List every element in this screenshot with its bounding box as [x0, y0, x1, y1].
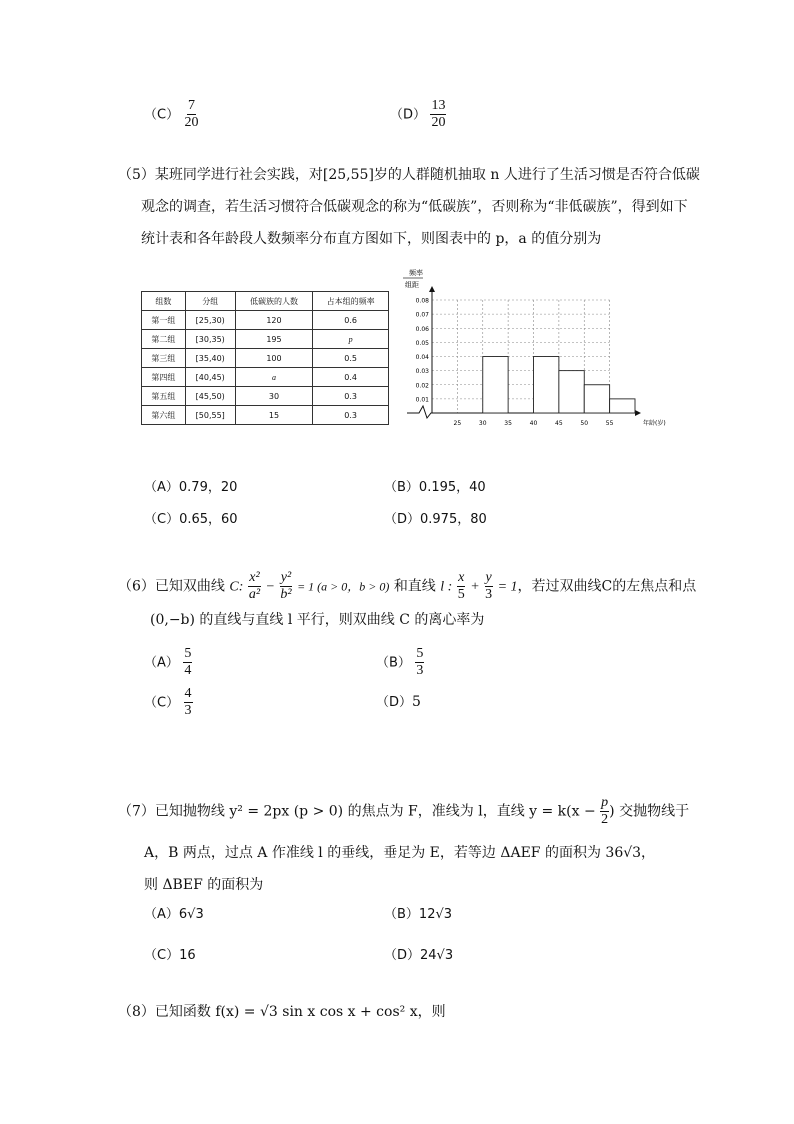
table-cell: [25,30) [185, 311, 235, 330]
numerator: 4 [184, 686, 192, 701]
table-cell: [50,55] [185, 406, 235, 425]
fraction [457, 570, 466, 603]
table-cell: 120 [235, 311, 313, 330]
q6-option-d [376, 692, 421, 713]
x-tick-label: 50 [580, 420, 589, 427]
denominator: 3 [485, 587, 493, 602]
table-cell: 第三组 [142, 349, 186, 368]
numerator: y [485, 570, 492, 585]
x-axis-arrow [635, 410, 641, 416]
denominator: 4 [184, 663, 192, 678]
y-tick-label: 0.02 [415, 382, 429, 390]
fraction [430, 98, 446, 131]
q8-line-1: （8）已知函数 f(x) = √3 sin x cos x + cos² x，则 [118, 1004, 446, 1020]
numerator: y² [280, 570, 292, 585]
q7-line-2: A，B 两点，过点 A 作准线 l 的垂线，垂足为 E，若等边 ΔAEF 的面积为 36√3， [144, 845, 656, 861]
q6-line-1: （6）已知双曲线 C: $\frac{\text{x²}}{\text{a²}}$ − $\frac{\text{y²}}{\text{b²}}$ = 1 (a > 0，b > 0) 和直线 l : $\frac{x}{5}$ + $\frac{y}{3}$ = 1，若过双曲线C的左焦点和点 [118, 570, 697, 602]
numerator: 7 [188, 98, 196, 113]
table-cell: 第一组 [142, 311, 186, 330]
denominator: a² [248, 587, 261, 602]
y-tick-label: 0.06 [415, 325, 429, 333]
table-cell: 0.4 [313, 368, 389, 387]
q6-mid: 和直线 [393, 578, 436, 595]
fraction [415, 646, 424, 679]
table-cell: p [313, 330, 389, 349]
q4-option-d [390, 98, 446, 131]
table-row [142, 406, 389, 425]
q6-suffix: ，若过双曲线C的左焦点和点 [517, 578, 697, 595]
y-tick-label: 0.01 [415, 396, 429, 404]
numerator: x² [249, 570, 260, 585]
table-cell: 第六组 [142, 406, 186, 425]
stats-table [141, 291, 389, 425]
table-header-row [142, 292, 389, 311]
histogram-bar [483, 357, 508, 414]
x-tick-label: 35 [504, 420, 512, 427]
q5-option-d: （D）0.975，80 [384, 512, 487, 527]
numerator: x [458, 570, 465, 585]
table-cell: 15 [235, 406, 313, 425]
q7-prefix: （7）已知抛物线 y² = 2px (p > 0) 的焦点为 F，准线为 l，直线 y = k(x − [118, 803, 596, 820]
option-label: （C） [144, 695, 180, 711]
fraction [183, 646, 192, 679]
q6-option-b [376, 646, 424, 679]
numerator: 5 [416, 646, 424, 661]
table-header-cell: 占本组的频率 [313, 292, 389, 311]
table-cell: 195 [235, 330, 313, 349]
option-label: （A） [144, 655, 179, 671]
table-row [142, 387, 389, 406]
y-axis-label-bottom: 组距 [405, 281, 419, 289]
numerator: p [601, 795, 609, 810]
option-label: （D） [376, 695, 413, 710]
table-header-cell: 组数 [142, 292, 186, 311]
q7-option-c: （C）16 [144, 948, 196, 963]
q5-line-1: （5）某班同学进行社会实践，对[25,55]岁的人群随机抽取 n 人进行了生活习惯是否符合低碳 [118, 167, 700, 183]
denominator: 20 [431, 115, 446, 130]
denominator: 3 [184, 703, 192, 718]
table-cell: [30,35) [185, 330, 235, 349]
q7-option-b: （B）12√3 [384, 907, 453, 922]
table-cell: 第二组 [142, 330, 186, 349]
table-cell: 30 [235, 387, 313, 406]
q6-option-a [144, 646, 192, 679]
fraction [184, 686, 193, 719]
x-tick-label: 30 [478, 420, 487, 427]
y-tick-label: 0.05 [415, 339, 429, 347]
y-tick-label: 0.08 [415, 297, 429, 305]
q5-option-c: （C）0.65，60 [144, 512, 238, 527]
q7-line-3: 则 ΔBEF 的面积为 [144, 877, 264, 893]
table-cell: [40,45) [185, 368, 235, 387]
fraction [484, 570, 493, 603]
table-cell: 0.3 [313, 387, 389, 406]
q6-prefix: （6）已知双曲线 [118, 578, 225, 595]
q7-option-d: （D）24√3 [384, 948, 454, 963]
fraction [600, 795, 609, 828]
histogram-bar [559, 371, 584, 413]
q7-suffix: ) 交抛物线于 [609, 803, 690, 820]
fraction [184, 98, 200, 131]
frequency-histogram [395, 265, 666, 430]
q6-option-c [144, 686, 193, 719]
q7-option-a: （A）6√3 [144, 907, 204, 922]
table-row [142, 349, 389, 368]
y-tick-label: 0.03 [415, 368, 429, 376]
table-cell: [45,50) [185, 387, 235, 406]
table-header-cell: 低碳族的人数 [235, 292, 313, 311]
histogram-bar [610, 399, 635, 413]
denominator: 5 [457, 587, 465, 602]
option-value: 5 [412, 694, 421, 710]
denominator: b² [280, 587, 292, 602]
option-label: （C） [144, 107, 180, 123]
table-row [142, 311, 389, 330]
table-cell: [35,40) [185, 349, 235, 368]
x-tick-label: 40 [529, 420, 538, 427]
denominator: 3 [416, 663, 424, 678]
q5-line-2: 观念的调查，若生活习惯符合低碳观念的称为“低碳族”，否则称为“非低碳族”，得到如下 [141, 199, 688, 215]
q6-line-2: (0,−b) 的直线与直线 l 平行，则双曲线 C 的离心率为 [150, 612, 485, 628]
x-axis-label: 年龄(岁) [643, 420, 666, 427]
table-cell: 第四组 [142, 368, 186, 387]
histogram-bar [534, 357, 559, 414]
q7-line-1 [118, 795, 689, 828]
q5-line-3: 统计表和各年龄段人数频率分布直方图如下，则图表中的 p，a 的值分别为 [141, 231, 602, 247]
table-row [142, 368, 389, 387]
numerator: 5 [184, 646, 192, 661]
table-cell: 0.5 [313, 349, 389, 368]
table-cell: 0.3 [313, 406, 389, 425]
y-tick-label: 0.07 [415, 311, 429, 319]
histogram-bar [584, 385, 609, 413]
option-label: （B） [376, 655, 411, 671]
table-cell: a [235, 368, 313, 387]
numerator: 13 [431, 98, 446, 113]
x-tick-label: 55 [605, 420, 614, 427]
fraction [279, 570, 292, 603]
x-tick-label: 25 [453, 420, 462, 427]
q4-option-c [144, 98, 200, 131]
table-header-cell: 分组 [185, 292, 235, 311]
table-row [142, 330, 389, 349]
denominator: 2 [601, 812, 609, 827]
table-cell: 100 [235, 349, 313, 368]
table-cell: 第五组 [142, 387, 186, 406]
denominator: 20 [184, 115, 199, 130]
q5-option-b: （B）0.195，40 [384, 480, 486, 495]
table-cell: 0.6 [313, 311, 389, 330]
q5-option-a: （A）0.79，20 [144, 480, 238, 495]
y-axis-label-top: 频率 [409, 269, 423, 277]
option-label: （D） [390, 107, 427, 123]
y-axis-arrow [429, 286, 435, 292]
y-tick-label: 0.04 [415, 354, 429, 361]
curve-name: C [229, 579, 239, 595]
x-tick-label: 45 [555, 420, 563, 427]
fraction [248, 570, 261, 603]
